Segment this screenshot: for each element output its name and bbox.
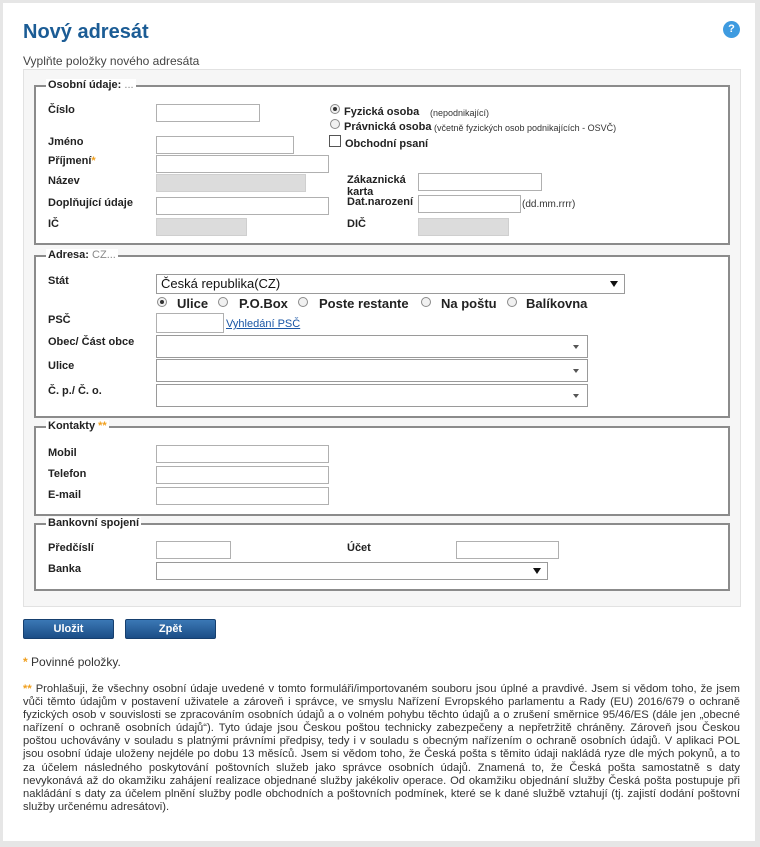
label-ulice: Ulice bbox=[177, 296, 209, 311]
radio-poste-restante[interactable] bbox=[298, 297, 308, 307]
label-balikovna: Balíkovna bbox=[526, 296, 588, 311]
predcisli-input[interactable] bbox=[156, 541, 231, 559]
ic-input bbox=[156, 218, 247, 236]
pravnicka-osoba-label: Právnická osoba bbox=[344, 121, 432, 133]
telefon-label: Telefon bbox=[48, 468, 87, 480]
personal-legend: Osobní údaje: ... bbox=[48, 79, 134, 91]
nazev-label: Název bbox=[48, 175, 80, 187]
back-button[interactable]: Zpět bbox=[125, 619, 216, 639]
chevron-down-icon bbox=[573, 394, 579, 398]
bank-legend: Bankovní spojení bbox=[48, 517, 140, 529]
banka-select[interactable] bbox=[156, 562, 548, 580]
email-label: E-mail bbox=[48, 489, 82, 501]
page-subtitle: Vyplňte položky nového adresáta bbox=[23, 54, 200, 68]
page-title: Nový adresát bbox=[23, 21, 149, 43]
contacts-legend: Kontakty ** bbox=[48, 420, 107, 432]
email-input[interactable] bbox=[156, 487, 329, 505]
nazev-input bbox=[156, 174, 306, 192]
fyzicka-osoba-radio[interactable] bbox=[330, 104, 340, 114]
pravnicka-osoba-radio[interactable] bbox=[330, 119, 340, 129]
radio-balikovna[interactable] bbox=[507, 297, 517, 307]
mandatory-note: * Povinné položky. bbox=[23, 655, 121, 669]
cp-co-combobox[interactable] bbox=[156, 384, 588, 407]
address-legend: Adresa: CZ... bbox=[48, 249, 116, 261]
cislo-input[interactable] bbox=[156, 104, 260, 122]
dic-label: DIČ bbox=[347, 218, 366, 230]
chevron-down-icon bbox=[573, 369, 579, 373]
obchodni-psani-checkbox[interactable] bbox=[329, 135, 341, 147]
vyhledani-psc-link[interactable]: Vyhledání PSČ bbox=[226, 318, 301, 330]
stat-select-value: Česká republika(CZ) bbox=[161, 276, 281, 291]
radio-ulice[interactable] bbox=[157, 297, 167, 307]
jmeno-input[interactable] bbox=[156, 136, 294, 154]
ucet-label: Účet bbox=[347, 542, 371, 554]
address-section bbox=[34, 249, 730, 418]
cp-co-label: Č. p./ Č. o. bbox=[48, 385, 102, 397]
telefon-input[interactable] bbox=[156, 466, 329, 484]
ucet-input[interactable] bbox=[456, 541, 559, 559]
prijmeni-input[interactable] bbox=[156, 155, 329, 173]
bank-section bbox=[34, 517, 730, 591]
jmeno-label: Jméno bbox=[48, 136, 84, 148]
dat-narozeni-label: Dat.narození bbox=[347, 196, 414, 208]
zakaznicka-karta-label: Zákaznická karta bbox=[347, 174, 406, 198]
chevron-down-icon bbox=[533, 568, 541, 574]
label-poste-restante: Poste restante bbox=[319, 296, 409, 311]
radio-pobox[interactable] bbox=[218, 297, 228, 307]
doplnujici-udaje-input[interactable] bbox=[156, 197, 329, 215]
banka-label: Banka bbox=[48, 563, 82, 575]
help-icon[interactable]: ? bbox=[723, 21, 740, 38]
stat-label: Stát bbox=[48, 275, 69, 287]
date-format-hint: (dd.mm.rrrr) bbox=[522, 199, 576, 210]
page bbox=[3, 3, 755, 841]
predcisli-label: Předčíslí bbox=[48, 542, 94, 554]
ulice-label: Ulice bbox=[48, 360, 75, 372]
label-na-postu: Na poštu bbox=[441, 296, 497, 311]
dat-narozeni-input[interactable] bbox=[418, 195, 521, 213]
prijmeni-label: Příjmení* bbox=[48, 155, 96, 167]
contacts-section bbox=[34, 420, 730, 516]
pravnicka-osoba-note: (včetně fyzických osob podnikajících - OSVČ) bbox=[434, 123, 617, 133]
mobil-input[interactable] bbox=[156, 445, 329, 463]
save-button[interactable]: Uložit bbox=[23, 619, 114, 639]
doplnujici-udaje-label: Doplňující údaje bbox=[48, 197, 133, 209]
radio-na-postu[interactable] bbox=[421, 297, 431, 307]
gdpr-declaration: ** Prohlašuji, že všechny osobní údaje uvedené v tomto formuláři/importovaném souboru jsou úplné a pravdivé. Jsem si vědom toho, že jsem vůči těmto údajům v postavení uživatele a zároveň i správce, ve smyslu Nařízení Evropského parlamentu a Rady (EU) 2016/679 o ochraně fyzických osob v souvislosti se zpracováním osobních údajů a o volném pohybu těchto údajů a o zrušení směrnice 95/46/ES (dále jen „obecné nařízení o ochraně osobních údajů“). Tyto údaje jsou Českou poštou technicky zabezpečeny a nepřetržitě chráněny. Zároveň jsou Českou poštou uchovávány v souladu s platnými právními předpisy, tedy i v souladu s obecným nařízením o ochraně osobních údajů. V aplikaci POL jsou osobní údaje uloženy nejdéle po dobu 13 měsíců. Jsem si vědom toho, že Česká pošta s těmito údaji nakládá ryze dle mých pokynů, a to za účelem následného poskytování poštovních služeb jako správce osobních údajů. Znamená to, že Česká pošta samostatně s daty nevykonává až do okamžiku zahájení realizace objednané služby jakékoliv operace. Od okamžiku objednání služby Česká pošta postupuje při nakládání s daty za účelem plnění služby podle obchodních a poštovních podmínek, které se k dané službě vztahují (tj. zajistí dodání poštovní služby určenému adresátovi). bbox=[23, 683, 741, 813]
form-container bbox=[23, 69, 741, 607]
ulice-combobox[interactable] bbox=[156, 359, 588, 382]
obec-label: Obec/ Část obce bbox=[48, 336, 135, 348]
chevron-down-icon bbox=[573, 345, 579, 349]
psc-label: PSČ bbox=[48, 314, 71, 326]
dic-input bbox=[418, 218, 509, 236]
ic-label: IČ bbox=[48, 218, 59, 230]
chevron-down-icon bbox=[610, 281, 618, 287]
obchodni-psani-label: Obchodní psaní bbox=[345, 138, 429, 150]
fyzicka-osoba-note: (nepodnikající) bbox=[430, 108, 490, 118]
psc-input[interactable] bbox=[156, 313, 224, 333]
cislo-label: Číslo bbox=[48, 104, 75, 116]
stat-select[interactable] bbox=[156, 274, 625, 294]
zakaznicka-karta-input[interactable] bbox=[418, 173, 542, 191]
mobil-label: Mobil bbox=[48, 447, 77, 459]
personal-section bbox=[34, 79, 730, 245]
label-pobox: P.O.Box bbox=[239, 296, 288, 311]
fyzicka-osoba-label: Fyzická osoba bbox=[344, 106, 420, 118]
obec-combobox[interactable] bbox=[156, 335, 588, 358]
